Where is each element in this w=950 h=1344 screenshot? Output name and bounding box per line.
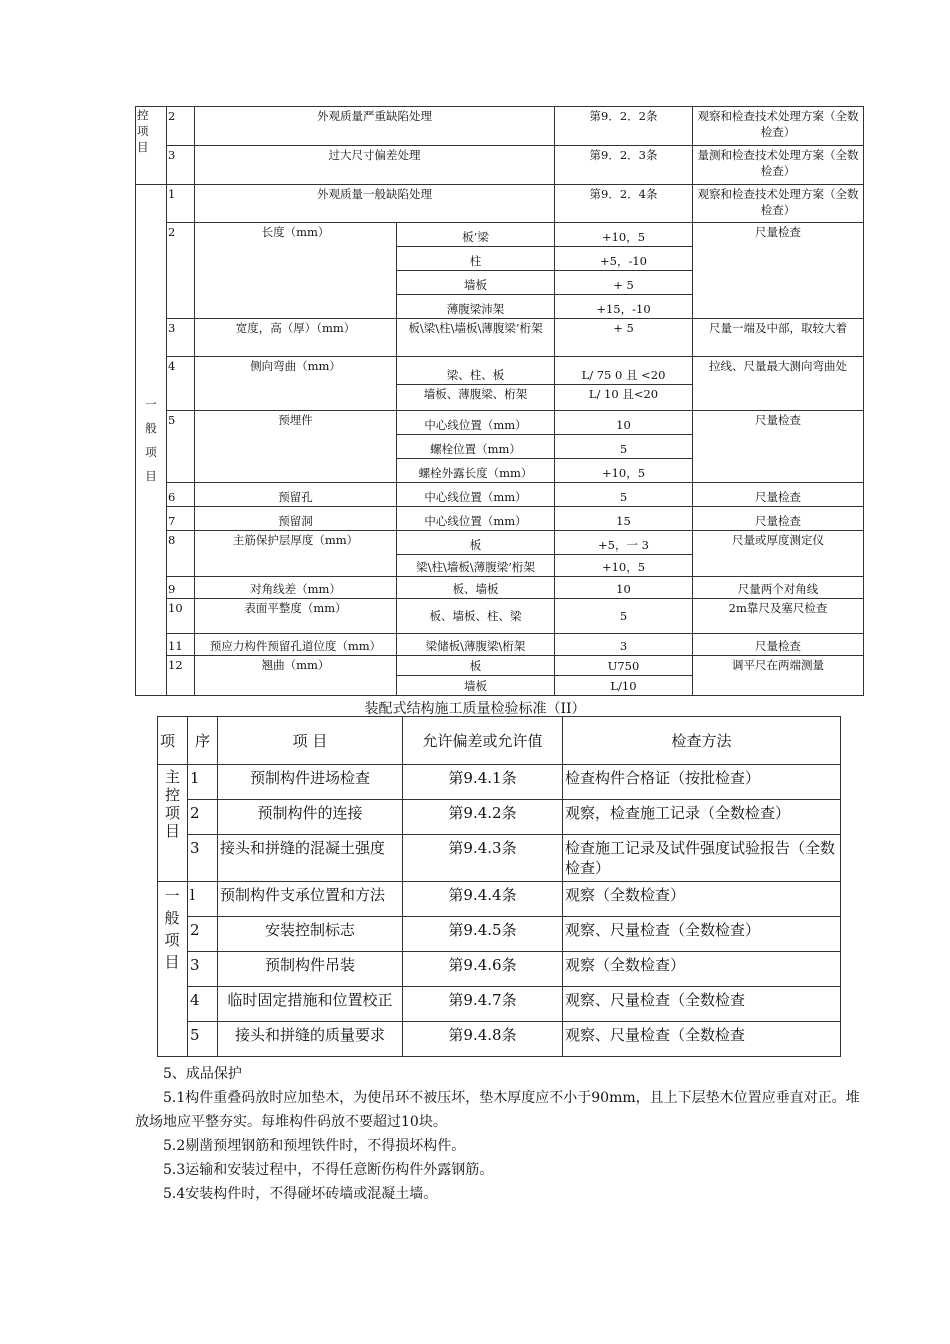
method-cell: 观察（全数检查） [563, 882, 841, 917]
item-cell: 预留洞 [195, 507, 397, 531]
tolerance-cell: 第9.4.3条 [403, 835, 563, 882]
sub-item-cell: 板\梁\柱\墙板\薄腹梁’桁架 [397, 319, 555, 357]
item-cell: 长度（mm） [195, 223, 397, 319]
header-tolerance: 允许偏差或允许值 [403, 717, 563, 765]
group-cell-general [136, 185, 167, 696]
sub-item-cell: 墙板 [397, 271, 555, 295]
item-cell: 预应力构件预留孔道位度（mm） [195, 634, 397, 656]
item-cell: 预制构件进场检查 [218, 765, 403, 800]
method-cell: 观察和检查技术处理方案（全数检查） [693, 107, 864, 146]
header-item: 项 目 [218, 717, 403, 765]
header-no: 序 [188, 717, 218, 765]
row-number: l [188, 882, 218, 917]
tolerance-cell: L/ 75 0 且 <20 [555, 357, 693, 385]
sub-item-cell: 墙板、薄腹梁、桁架 [397, 385, 555, 411]
method-cell: 观察，检查施工记录（全数检查） [563, 800, 841, 835]
method-cell: 2m靠尺及塞尺检查 [693, 599, 864, 634]
tolerance-cell: 3 [555, 634, 693, 656]
method-cell: 检查施工记录及试件强度试验报告（全数检查） [563, 835, 841, 882]
sub-item-cell: 梁储板\薄腹梁\桁架 [397, 634, 555, 656]
tolerance-cell: 10 [555, 411, 693, 435]
group-label: 一般项目 [164, 887, 180, 971]
group-cell-general [158, 882, 188, 1057]
sub-item-cell: 板 [397, 531, 555, 555]
item-cell: 临时固定措施和位置校正 [218, 987, 403, 1022]
method-cell: 拉线、尺量最大测向弯曲处 [693, 357, 864, 411]
row-number: 6 [167, 483, 195, 507]
group-label: 一般项目 [145, 397, 157, 483]
item-cell: 翘曲（mm） [195, 656, 397, 696]
group-cell-main-control [158, 765, 188, 882]
tolerance-cell: +5，-10 [555, 247, 693, 271]
item-cell: 主筋保护层厚度（mm） [195, 531, 397, 577]
method-cell: 检查构件合格证（按批检查） [563, 765, 841, 800]
header-category: 项 [158, 717, 188, 765]
tolerance-cell: L/10 [555, 676, 693, 696]
sub-item-cell: 中心线位置（mm） [397, 507, 555, 531]
row-number: 4 [167, 357, 195, 411]
paragraph-5-3: 5.3运输和安装过程中，不得任意断伤构件外露钢筋。 [163, 1162, 494, 1178]
tolerance-cell: 第9.4.2条 [403, 800, 563, 835]
row-number: 8 [167, 531, 195, 577]
method-cell: 观察和检查技术处理方案（全数检查） [693, 185, 864, 223]
method-cell: 尺量两个对角线 [693, 577, 864, 599]
tolerance-cell: 10 [555, 577, 693, 599]
tolerance-cell: 5 [555, 599, 693, 634]
paragraph-5-1: 5.1构件重叠码放时应加垫木，为使吊环不被压坏，垫木厚度应不小于90mm，且上下层垫木位置应垂直对正。堆放场地应平整夯实。每堆构件码放不要超过10块。 [135, 1090, 860, 1130]
item-cell: 对角线差（mm） [195, 577, 397, 599]
method-cell: 尺量检查 [693, 483, 864, 507]
tolerance-cell: 第9.4.1条 [403, 765, 563, 800]
row-number: 10 [167, 599, 195, 634]
row-number: 2 [167, 223, 195, 319]
method-cell: 尺量检查 [693, 507, 864, 531]
tolerance-cell: +10，5 [555, 459, 693, 483]
method-cell: 观察（全数检查） [563, 952, 841, 987]
tolerance-cell: 5 [555, 435, 693, 459]
item-cell: 外观质量严重缺陷处理 [195, 107, 555, 146]
tolerance-cell: +15，-10 [555, 295, 693, 319]
sub-item-cell: 板、墙板 [397, 577, 555, 599]
sub-item-cell: 墙板 [397, 676, 555, 696]
row-number: 2 [188, 800, 218, 835]
method-cell: 尺量检查 [693, 411, 864, 483]
row-number: 1 [167, 185, 195, 223]
tolerance-cell: 第9.4.5条 [403, 917, 563, 952]
row-number: 5 [167, 411, 195, 483]
sub-item-cell: 梁\柱\墙板\薄腹梁’桁架 [397, 555, 555, 577]
method-cell: 尺量检查 [693, 634, 864, 656]
row-number: 5 [188, 1022, 218, 1057]
row-number: 9 [167, 577, 195, 599]
row-number: 11 [167, 634, 195, 656]
section-heading: 5、成品保护 [163, 1066, 242, 1082]
row-number: 1 [188, 765, 218, 800]
item-cell: 预留孔 [195, 483, 397, 507]
tolerance-cell: 第9.4.4条 [403, 882, 563, 917]
tolerance-cell: + 5 [555, 271, 693, 295]
row-number: 3 [167, 146, 195, 185]
method-cell: 调平尺在两端测量 [693, 656, 864, 696]
item-cell: 宽度，高（厚）（mm） [195, 319, 397, 357]
sub-item-cell: 薄腹梁沛架 [397, 295, 555, 319]
row-number: 4 [188, 987, 218, 1022]
method-cell: 量测和检查技术处理方案（全数检查） [693, 146, 864, 185]
header-method: 检查方法 [563, 717, 841, 765]
item-cell: 预制构件支承位置和方法 [218, 882, 403, 917]
tolerance-cell: + 5 [555, 319, 693, 357]
method-cell: 观察、尺量检查（全数检查） [563, 917, 841, 952]
sub-item-cell: 螺栓位置（mm） [397, 435, 555, 459]
method-cell: 观察、尺量检查（全数检查 [563, 987, 841, 1022]
method-cell: 尺量或厚度测定仪 [693, 531, 864, 577]
sub-item-cell: 柱 [397, 247, 555, 271]
item-cell: 预埋件 [195, 411, 397, 483]
tolerance-cell: +10，5 [555, 555, 693, 577]
row-number: 12 [167, 656, 195, 696]
item-cell: 接头和拼缝的混凝土强度 [218, 835, 403, 882]
tolerance-cell: +10，5 [555, 223, 693, 247]
row-number: 2 [188, 917, 218, 952]
group-label: 控项目 [137, 108, 149, 154]
item-cell: 表面平整度（mm） [195, 599, 397, 634]
item-cell: 外观质量一般缺陷处理 [195, 185, 555, 223]
tolerance-cell: +5，一 3 [555, 531, 693, 555]
quality-standard-table-1 [135, 106, 864, 696]
item-cell: 预制构件的连接 [218, 800, 403, 835]
sub-item-cell: 中心线位置（mm） [397, 483, 555, 507]
item-cell: 过大尺寸偏差处理 [195, 146, 555, 185]
item-cell: 安装控制标志 [218, 917, 403, 952]
row-number: 3 [167, 319, 195, 357]
tolerance-cell: 第9.4.8条 [403, 1022, 563, 1057]
tolerance-cell: U750 [555, 656, 693, 676]
row-number: 3 [188, 835, 218, 882]
row-number: 2 [167, 107, 195, 146]
group-cell-main-control [136, 107, 167, 185]
tolerance-cell: 5 [555, 483, 693, 507]
tolerance-cell: 第9．2．4条 [555, 185, 693, 223]
quality-standard-table-2 [157, 716, 841, 1057]
tolerance-cell: 第9．2．2条 [555, 107, 693, 146]
method-cell: 观察、尺量检查（全数检查 [563, 1022, 841, 1057]
paragraph-5-2: 5.2剔凿预埋钢筋和预埋铁件时，不得损坏构件。 [163, 1138, 466, 1154]
group-label: 主控项目 [164, 768, 180, 840]
sub-item-cell: 中心线位置（mm） [397, 411, 555, 435]
item-cell: 预制构件吊装 [218, 952, 403, 987]
tolerance-cell: 第9.4.6条 [403, 952, 563, 987]
tolerance-cell: 15 [555, 507, 693, 531]
row-number: 7 [167, 507, 195, 531]
tolerance-cell: 第9.4.7条 [403, 987, 563, 1022]
method-cell: 尺量检查 [693, 223, 864, 319]
sub-item-cell: 板、墙板、柱、梁 [397, 599, 555, 634]
item-cell: 接头和拼缝的质量要求 [218, 1022, 403, 1057]
paragraph-5-4: 5.4安装构件时，不得碰坏砖墙或混凝土墙。 [163, 1186, 438, 1202]
tolerance-cell: 第9．2．3条 [555, 146, 693, 185]
item-cell: 侧向弯曲（mm） [195, 357, 397, 411]
row-number: 3 [188, 952, 218, 987]
table-2-title: 装配式结构施工质量检验标准（II） [364, 701, 586, 717]
tolerance-cell: L/ 10 且<20 [555, 385, 693, 411]
sub-item-cell: 螺栓外露长度（mm） [397, 459, 555, 483]
sub-item-cell: 板’梁 [397, 223, 555, 247]
sub-item-cell: 梁、柱、板 [397, 357, 555, 385]
sub-item-cell: 板 [397, 656, 555, 676]
method-cell: 尺量一端及中部，取较大着 [693, 319, 864, 357]
